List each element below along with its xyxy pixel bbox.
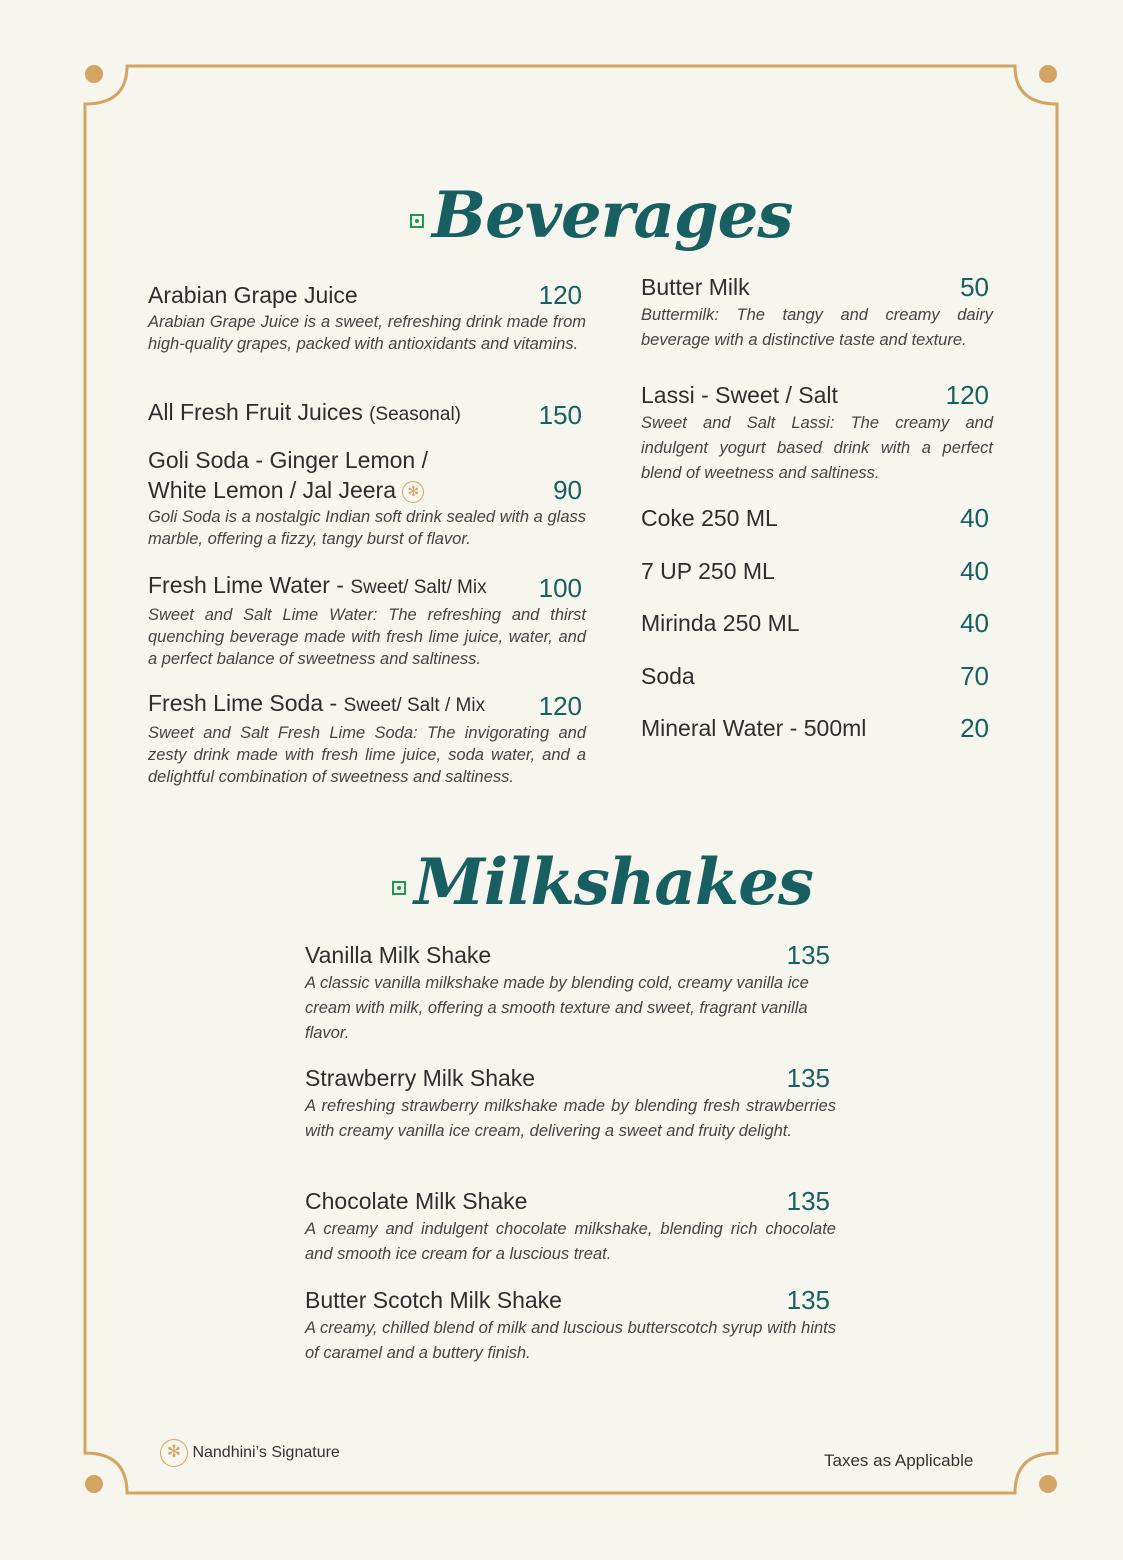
menu-item — [305, 1186, 836, 1267]
menu-item — [148, 280, 586, 355]
menu-item — [641, 272, 993, 353]
item-name: Fresh Lime Soda - — [148, 690, 344, 716]
corner-dot — [85, 1475, 103, 1493]
item-price: 135 — [786, 1186, 830, 1216]
item-name: Goli Soda - Ginger Lemon / — [148, 447, 428, 473]
menu-item — [641, 556, 993, 586]
item-name: Soda — [641, 663, 695, 689]
item-name: Vanilla Milk Shake — [305, 942, 492, 968]
item-name: Chocolate Milk Shake — [305, 1188, 528, 1214]
menu-item — [148, 688, 586, 788]
item-price: 20 — [960, 713, 989, 743]
item-name: Mineral Water - 500ml — [641, 715, 867, 741]
signature-flower-icon: ✻ — [402, 481, 424, 503]
menu-item — [641, 608, 993, 638]
item-name: Strawberry Milk Shake — [305, 1065, 536, 1091]
menu-item — [148, 397, 586, 430]
menu-item — [641, 503, 993, 533]
veg-mark-icon — [410, 214, 424, 228]
item-price: 50 — [960, 272, 989, 302]
item-price: 135 — [786, 940, 830, 970]
item-price: 100 — [538, 573, 582, 603]
item-description: Sweet and Salt Lime Water: The refreshing and thirst quenching beverage made with fresh lime juice, water, and a perfect balance of sweetness and saltiness. — [148, 606, 586, 668]
item-description: A classic vanilla milkshake made by blending cold, creamy vanilla ice cream with milk, offering a smooth texture and sweet, fragrant vanilla flavor. — [305, 974, 809, 1042]
item-name: Butter Scotch Milk Shake — [305, 1287, 562, 1313]
item-price: 120 — [538, 691, 582, 721]
item-price: 70 — [960, 661, 989, 691]
item-name: All Fresh Fruit Juices — [148, 399, 363, 425]
item-price: 150 — [538, 400, 582, 430]
item-note: (Seasonal) — [369, 404, 461, 425]
item-price: 40 — [960, 608, 989, 638]
menu-item — [148, 570, 586, 670]
item-name: White Lemon / Jal Jeera — [148, 477, 397, 503]
item-name: Arabian Grape Juice — [148, 282, 358, 308]
taxes-note: Taxes as Applicable — [824, 1451, 974, 1470]
menu-item — [305, 1285, 836, 1366]
signature-legend — [160, 1439, 340, 1467]
item-name: Mirinda 250 ML — [641, 610, 800, 636]
signature-label: Nandhini’s Signature — [192, 1444, 340, 1462]
corner-dot — [1039, 65, 1057, 83]
item-description: Sweet and Salt Fresh Lime Soda: The invigorating and zesty drink made with fresh lime juice, soda water, and a delightful combination of sweetness and saltiness. — [148, 724, 586, 786]
menu-item — [641, 661, 993, 691]
item-description: Arabian Grape Juice is a sweet, refreshing drink made from high-quality grapes, packed with antioxidants and vitamins. — [148, 313, 586, 353]
item-note: Sweet/ Salt/ Mix — [350, 577, 487, 598]
item-description: Sweet and Salt Lassi: The creamy and indulgent yogurt based drink with a perfect blend of weetness and saltiness. — [641, 414, 993, 482]
item-name: Coke 250 ML — [641, 505, 778, 531]
item-price: 40 — [960, 556, 989, 586]
item-description: Goli Soda is a nostalgic Indian soft drink sealed with a glass marble, offering a fizzy, tangy burst of flavor. — [148, 508, 586, 548]
menu-item — [641, 713, 993, 743]
item-price: 90 — [553, 475, 582, 505]
menu-item — [641, 380, 993, 486]
item-note: Sweet/ Salt / Mix — [343, 695, 486, 716]
item-price: 120 — [945, 380, 989, 410]
menu-item — [305, 940, 836, 1046]
item-name: Lassi - Sweet / Salt — [641, 382, 838, 408]
item-description: A creamy and indulgent chocolate milkshake, blending rich chocolate and smooth ice cream for a luscious treat. — [305, 1220, 836, 1263]
corner-dot — [1039, 1475, 1057, 1493]
milkshakes-heading: Milkshakes — [392, 845, 813, 920]
item-price: 135 — [786, 1063, 830, 1093]
item-description: Buttermilk: The tangy and creamy dairy beverage with a distinctive taste and texture. — [641, 306, 993, 349]
item-name: Fresh Lime Water - — [148, 572, 351, 598]
item-price: 40 — [960, 503, 989, 533]
item-description: A refreshing strawberry milkshake made by blending fresh strawberries with creamy vanilla ice cream, delivering a sweet and fruity delight. — [305, 1097, 836, 1140]
item-price: 135 — [786, 1285, 830, 1315]
signature-flower-icon: ✻ — [160, 1439, 188, 1467]
item-name: Butter Milk — [641, 274, 750, 300]
beverages-heading: Beverages — [410, 178, 792, 253]
corner-dot — [85, 65, 103, 83]
veg-mark-icon — [392, 881, 406, 895]
item-name: 7 UP 250 ML — [641, 558, 775, 584]
menu-item — [305, 1063, 836, 1144]
item-description: A creamy, chilled blend of milk and luscious butterscotch syrup with hints of caramel and a buttery finish. — [305, 1319, 836, 1362]
menu-item — [148, 445, 586, 550]
item-price: 120 — [538, 280, 582, 310]
